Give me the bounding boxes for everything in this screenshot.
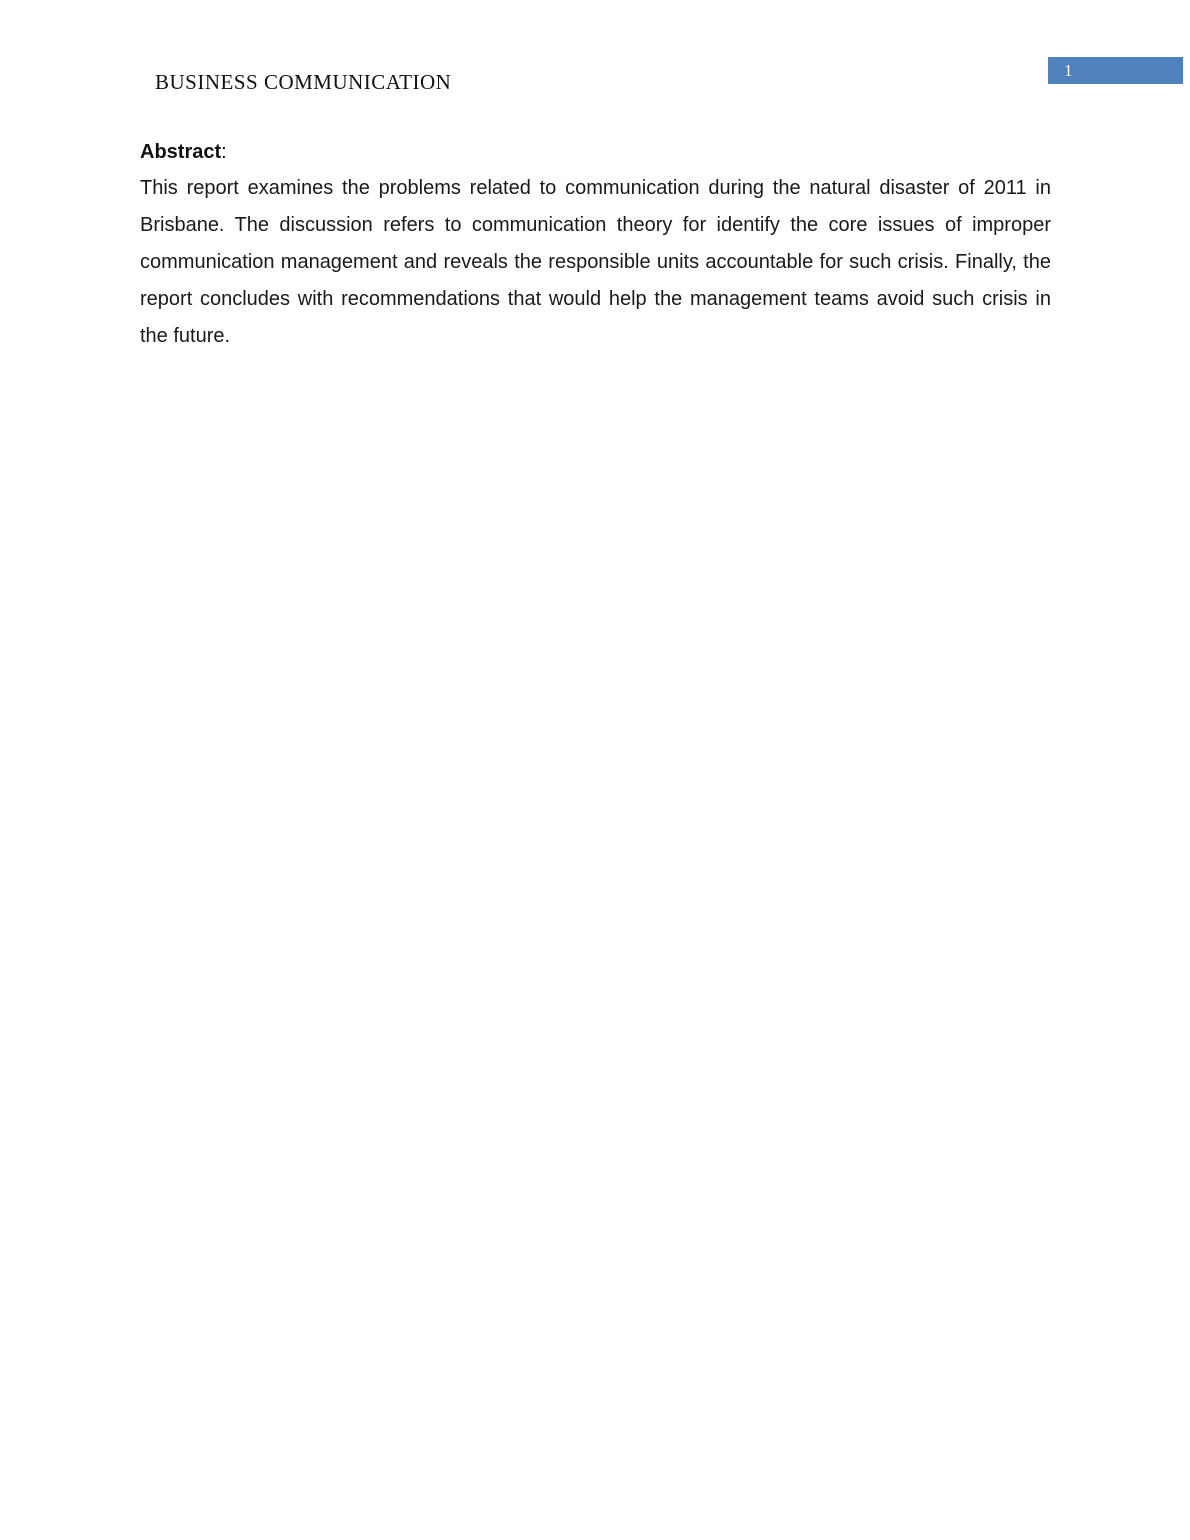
abstract-paragraph: This report examines the problems related to communication during the natural disaster of 2011 in Brisbane. The discussion refers to communication theory for identify the core issues of improper communication management and reveals the responsible units accountable for such crisis. Finally, the report concludes with recommendations that would help the management teams avoid such crisis in the future. [140,177,1051,347]
abstract-heading-colon: : [221,141,227,163]
abstract-heading-label: Abstract [140,141,222,163]
page-number: 1 [1064,61,1073,80]
page-number-box [1048,57,1183,84]
abstract-heading [140,141,227,164]
running-header-title: BUSINESS COMMUNICATION [155,70,452,94]
